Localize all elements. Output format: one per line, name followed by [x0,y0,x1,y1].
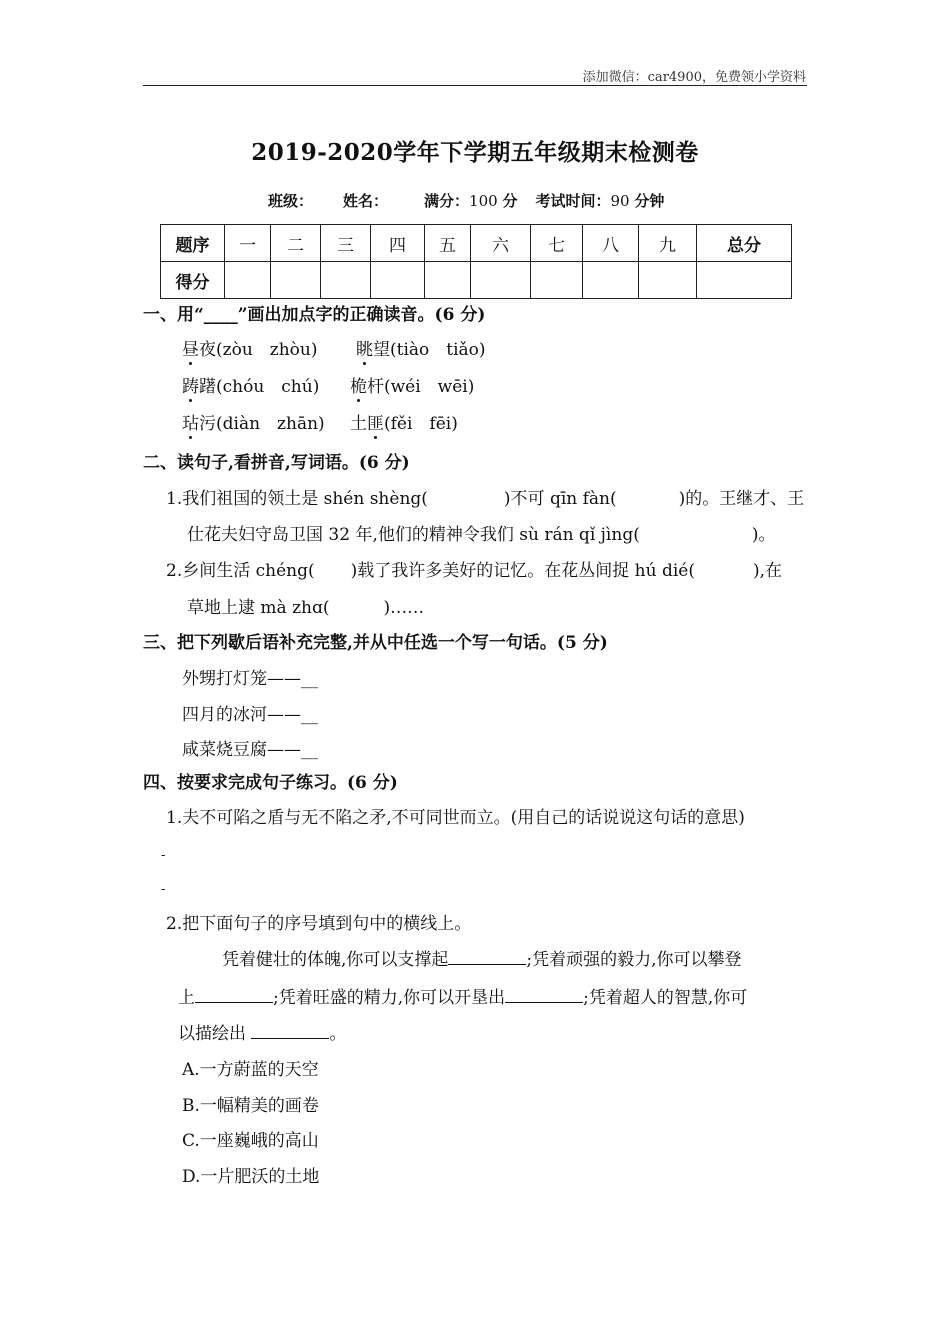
option-b: B.一幅精美的画卷 [182,1096,319,1116]
answer-line-marker[interactable]: - [161,882,166,897]
time-label: 考试时间： [535,192,611,210]
item-rest: (fěi fēi) [384,414,458,434]
xiehouyu-item[interactable]: 外甥打灯笼——__ [182,669,318,689]
score-cell: 五 [425,225,471,262]
name-label: 姓名： [343,192,389,210]
item-rest: 望(tiào tiǎo) [373,340,486,360]
passage-line [178,983,747,1008]
item-pre: 土 [350,414,367,434]
section-4-heading: 四、按要求完成句子练习。(6 分) [143,773,398,793]
fill-sentence [187,520,775,545]
score-cell-total: 总分 [697,225,792,262]
question-2: 2.把下面句子的序号填到句中的横线上。 [166,914,472,934]
option-c: C.一座巍峨的高山 [182,1131,319,1151]
score-cell: 一 [225,225,271,262]
dotted-char: 玷 [182,414,199,434]
sentence-part: )载了我许多美好的记忆。在花丛间捉 hú dié( [350,561,695,581]
score-input-cell[interactable] [425,262,471,299]
score-input-cell[interactable] [371,262,425,299]
score-cell: 八 [583,225,639,262]
score-cell: 四 [371,225,425,262]
score-input-cell[interactable] [271,262,321,299]
score-input-cell[interactable] [639,262,697,299]
passage-part: 。 [329,1024,347,1044]
item-rest: 污(diàn zhān) [199,414,325,434]
sentence-part: )不可 qīn fàn( [503,489,617,509]
pinyin-item [356,335,486,360]
passage-line [178,1019,346,1044]
item-rest: 夜(zòu zhòu) [199,340,318,360]
item-rest: 杆(wéi wēi) [367,377,475,397]
sentence-part: ),在 [752,561,783,581]
header-note: 添加微信：car4900，免费领小学资料 [582,70,806,85]
exam-meta [268,190,664,211]
score-input-cell[interactable] [531,262,583,299]
sentence-part: 仕花夫妇守岛卫国 32 年,他们的精神令我们 sù rán qǐ jìng( [187,525,640,545]
dotted-char: 昼 [182,340,199,360]
blank-line[interactable] [448,964,526,965]
time-value: 90 [610,192,630,210]
answer-line-marker[interactable]: - [161,848,166,863]
pinyin-item [350,409,458,434]
section-2-heading: 二、读句子,看拼音,写词语。(6 分) [143,453,410,473]
sentence-part: )。 [751,525,776,545]
blank-line[interactable] [195,1002,273,1003]
passage-part: ;凭着超人的智慧,你可 [583,988,748,1008]
score-table-header-row [161,225,792,262]
section-3-heading: 三、把下列歇后语补充完整,并从中任选一个写一句话。(5 分) [143,633,608,653]
dotted-char: 眺 [356,340,373,360]
score-cell: 六 [471,225,531,262]
xiehouyu-item[interactable]: 四月的冰河——__ [182,705,318,725]
passage-part: 上 [178,988,195,1008]
fill-sentence [166,484,804,509]
passage-part: ;凭着旺盛的精力,你可以开垦出 [273,988,506,1008]
score-input-cell[interactable] [583,262,639,299]
score-cell-label: 题序 [161,225,225,262]
blank-line[interactable] [251,1038,329,1039]
fill-sentence [166,556,782,581]
dotted-char: 桅 [350,377,367,397]
option-d: D.一片肥沃的土地 [182,1167,320,1187]
dotted-char: 匪 [367,414,384,434]
score-cell: 二 [271,225,321,262]
item-rest: 躇(chóu chú) [199,377,320,397]
sentence-part: 1.我们祖国的领土是 shén shèng( [166,489,428,509]
sentence-part: )…… [383,598,425,618]
passage-part: 以描绘出 [178,1024,252,1044]
pinyin-item [182,372,319,397]
option-a: A.一方蔚蓝的天空 [182,1060,319,1080]
sentence-part: )的。王继才、王 [678,489,805,509]
xiehouyu-item[interactable]: 咸菜烧豆腐——__ [182,740,318,760]
passage-line [222,945,742,970]
passage-part: 凭着健壮的体魄,你可以支撑起 [222,950,449,970]
page-title: 2019-2020学年下学期五年级期末检测卷 [251,139,699,166]
sentence-part: 草地上逮 mà zhɑ( [187,598,330,618]
pinyin-item [182,409,325,434]
pinyin-item [350,372,474,397]
passage-part: ;凭着顽强的毅力,你可以攀登 [526,950,742,970]
pinyin-item [182,335,318,360]
full-score-value: 100 [469,192,498,210]
score-table [160,224,792,299]
score-input-cell[interactable] [321,262,371,299]
score-table-score-row [161,262,792,299]
score-row-label: 得分 [161,262,225,299]
score-cell: 七 [531,225,583,262]
score-cell: 九 [639,225,697,262]
score-input-cell[interactable] [471,262,531,299]
question-1: 1.夫不可陷之盾与无不陷之矛,不可同世而立。(用自己的话说说这句话的意思) [166,808,745,828]
full-score-label: 满分： [424,192,470,210]
score-cell: 三 [321,225,371,262]
header-divider [143,85,807,86]
dotted-char: 踌 [182,377,199,397]
fill-sentence [187,593,424,618]
blank-line[interactable] [505,1002,583,1003]
class-label: 班级： [268,192,314,210]
full-score-unit: 分 [502,192,518,210]
score-input-cell[interactable] [697,262,792,299]
score-input-cell[interactable] [225,262,271,299]
section-1-heading: 一、用“____”画出加点字的正确读音。(6 分) [143,305,486,325]
sentence-part: 2.乡间生活 chéng( [166,561,315,581]
time-unit: 分钟 [634,192,665,210]
